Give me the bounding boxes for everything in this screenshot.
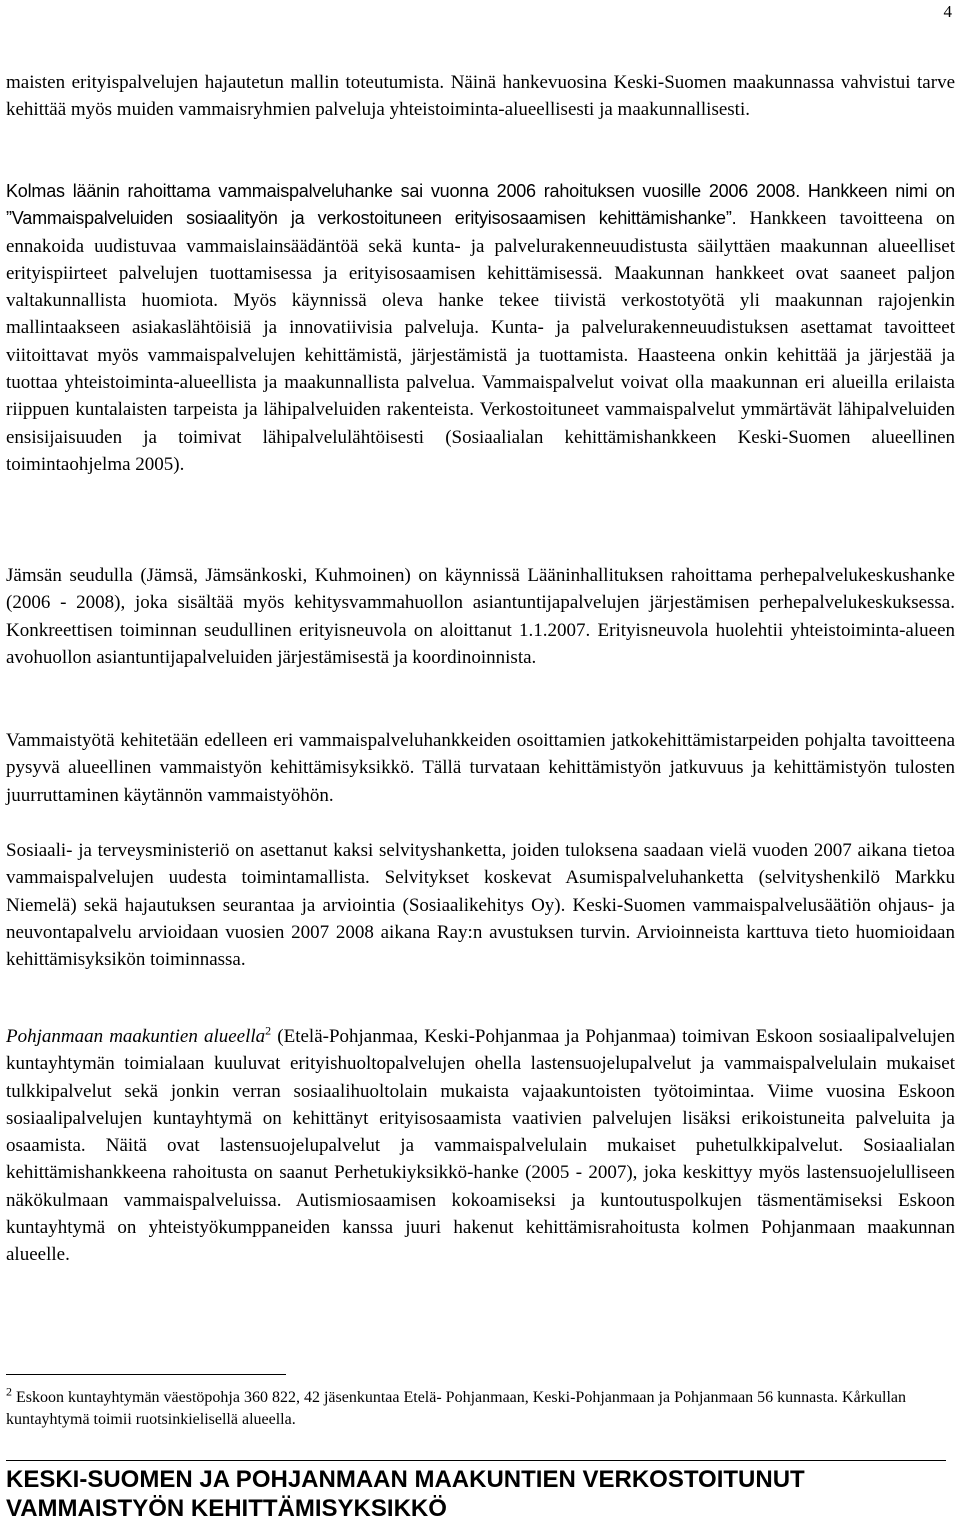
footnote-marker: 2 — [6, 1384, 12, 1399]
paragraph-third-project — [6, 178, 955, 478]
paragraph-text: Jämsän seudulla (Jämsä, Jämsänkoski, Kuhmoinen) on käynnissä Lääninhallituksen rahoittama perhepalvelukeskushanke (2006 - 2008), joka sisältää myös kehitysvammahuollon asiantuntijapalvelujen järjestämisen perhepalvelukeskuksessa. Konkreettisen toiminnan seudullinen erityisneuvola on aloittanut 1.1.2007. Erityisneuvola huolehtii yhteistoiminta-alueen avohuollon asiantuntijapalveluiden järjestämisestä ja koordinoinnista. — [6, 565, 955, 668]
footer-title-line-1: KESKI-SUOMEN JA POHJANMAAN MAAKUNTIEN VERKOSTOITUNUT — [6, 1466, 805, 1493]
footer-separator — [6, 1460, 946, 1461]
paragraph-text: Sosiaali- ja terveysministeriö on asettanut kaksi selvityshanketta, joiden tuloksena saadaan vielä vuoden 2007 aikana tietoa vammaispalvelujen uudesta toimintamallista. Selvitykset koskevat Asumispalveluhanketta (selvityshenkilö Markku Niemelä) sekä hajautuksen seurantaa ja arviointia (Sosiaalikehitys Oy). Keski-Suomen vammaispalvelusäätiön ohjaus- ja neuvontapalvelu arvioidaan vuosien 2007 2008 aikana Ray:n avustuksen turvin. Arvioinneista karttuva tieto huomioidaan kehittämisyksikön toiminnassa. — [6, 840, 955, 971]
paragraph-pohjanmaa — [6, 1023, 955, 1269]
footnote-text: Eskoon kuntayhtymän väestöpohja 360 822, 42 jäsenkuntaa Etelä- Pohjanmaan, Keski-Pohjanmaan ja Pohjanmaan 56 kunnasta. Kårkullan kuntayhtymä toimii ruotsinkielisellä alueella. — [6, 1389, 907, 1428]
paragraph-text: (Etelä-Pohjanmaa, Keski-Pohjanmaa ja Pohjanmaa) toimivan Eskoon sosiaalipalvelujen kuntayhtymän toimialaan kuuluvat erityishuoltopalvelujen ohella lastensuojelupalvelut ja vammaispalvelulain mukaiset tulkkipalvelut sekä jonkin verran sosiaalihuoltolain mukaista vajaakuntoisten työtoimintaa. Viime vuosina Eskoon sosiaalipalvelujen kuntayhtymä on kehittänyt erityisosaamista vaativien palvelujen lisäksi erikoistuneita palveluita ja osaamista. Näitä ovat lastensuojelupalvelut ja vammaispalvelulain mukaiset puhetulkkipalvelut. Sosiaalialan kehittämishankkeena rahoitusta on saanut Perhetukiyksikkö-hanke (2005 - 2007), joka keskittyy myös lastensuojelulliseen näkökulmaan vammaispalveluissa. Autismiosaamisen kokoamiseksi ja kuntoutuspolkujen täsmentämiseksi Eskoon kuntayhtymä on yhteistyökumppaneiden kanssa juuri hakenut kehittämisrahoitusta kolmen Pohjanmaan maakunnan alueelle. — [6, 1026, 955, 1266]
paragraph-text: Vammaistyötä kehitetään edelleen eri vammaispalveluhankkeiden osoittamien jatkokehittämistarpeiden pohjalta tavoitteena pysyvä alueellinen vammaistyön kehittämisyksikkö. Tällä turvataan kehittämistyön jatkuvuus ja kehittämistyön tulosten juurruttaminen käytännön vammaistyöhön. — [6, 730, 955, 806]
paragraph-ministry-projects — [6, 837, 955, 973]
paragraph-text: maisten erityispalvelujen hajautetun mallin toteutumista. Näinä hankevuosina Keski-Suomen maakunnassa vahvistui tarve kehittää myös muiden vammaisryhmien palveluja yhteistoiminta-alueellisesti ja maakunnallisesti. — [6, 72, 955, 121]
paragraph-development-unit — [6, 727, 955, 809]
paragraph-italic-lead: Pohjanmaan maakuntien alueella — [6, 1026, 266, 1047]
paragraph-jamsa-region — [6, 562, 955, 671]
footer-title — [6, 1465, 955, 1523]
paragraph-text-sans: Kolmas läänin rahoittama vammaispalveluhanke sai vuonna 2006 rahoituksen vuosille 2006 2008. Hankkeen nimi on ”Vammaispalveluiden sosiaalityön ja verkostoituneen erityisosaamisen kehittämishanke”. — [6, 181, 955, 229]
page-number: 4 — [943, 2, 952, 21]
footnote-reference: 2 — [265, 1023, 272, 1038]
footnote-separator — [6, 1374, 286, 1375]
paragraph-text: Hankkeen tavoitteena on ennakoida uudistuvaa vammaislainsäädäntöä sekä kunta- ja palvelurakenneuudistusta säilyttäen maakunnan alueelliset erityispiirteet palvelujen tuottamisessa ja erityisosaamisen kehittämisessä. Maakunnan hankkeet ovat saaneet paljon valtakunnallista huomiota. Myös käynnissä oleva hanke tekee tiivistä verkostotyötä yli maakunnan rajojenkin mallintaakseen asiakaslähtöisiä ja innovatiivisia palveluja. Kunta- ja palvelurakenneuudistuksen asettamat tavoitteet viitoittavat myös vammaispalvelujen kehittämistä, järjestämistä ja tuottamista. Haasteena onkin kehittää ja järjestää ja tuottaa yhteistoiminta-alueellista ja maakunnallista palvelua. Vammaispalvelut voivat olla maakunnan eri alueilla erilaista riippuen kuntalaisten tarpeista ja lähipalveluiden rakenteista. Verkostoituneet vammaispalvelut ymmärtävät lähipalveluiden ensisijaisuuden ja toimivat lähipalvelulähtöisesti (Sosiaalialan kehittämishankkeen Keski-Suomen alueellinen toimintaohjelma 2005). — [6, 208, 956, 475]
footer-title-line-2: VAMMAISTYÖN KEHITTÄMISYKSIKKÖ — [6, 1495, 447, 1522]
footnote — [6, 1384, 955, 1431]
paragraph-intro-continuation — [6, 69, 955, 124]
